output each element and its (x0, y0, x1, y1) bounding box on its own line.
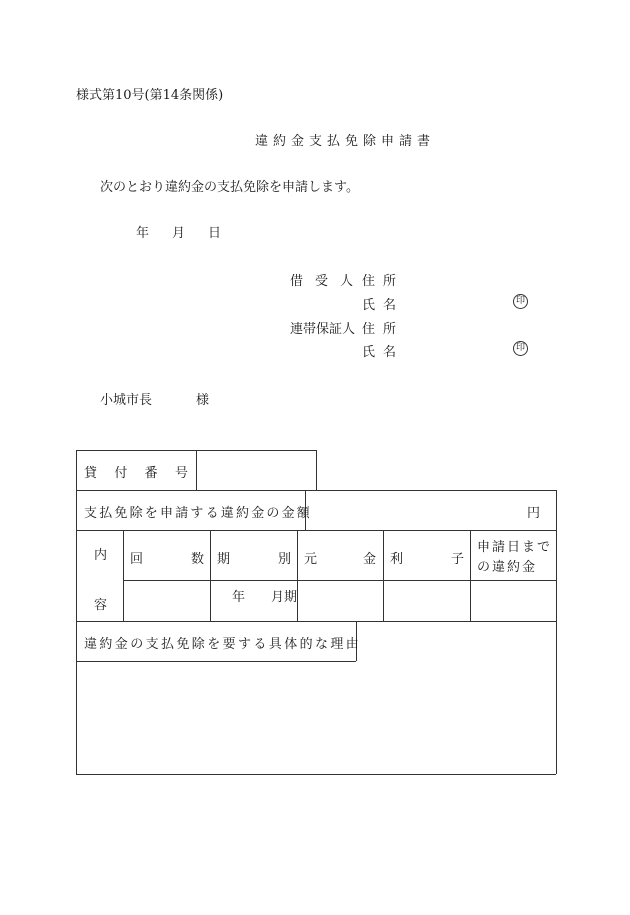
column-principal-header (304, 548, 376, 567)
column-penalty-label-line2: の違約金 (477, 560, 538, 575)
column-term-label (217, 548, 291, 567)
column-count-label (130, 548, 204, 567)
penalty-amount-field[interactable] (310, 493, 520, 527)
loan-number-field[interactable] (200, 453, 312, 487)
label-char: 番 (144, 466, 158, 481)
column-interest-label (390, 548, 464, 567)
column-count-header (130, 548, 204, 567)
header-char: 回 (130, 552, 144, 567)
borrower-seal-icon: 印 (513, 294, 528, 309)
header-char: 数 (190, 552, 204, 567)
term-value-label: 年 月期 (232, 590, 298, 605)
label-char: 号 (174, 466, 188, 481)
column-principal-label (304, 548, 376, 567)
reason-field[interactable] (80, 664, 552, 770)
borrower-label: 借受人 (290, 274, 366, 289)
header-char: 期 (217, 552, 231, 567)
header-char: 別 (277, 552, 291, 567)
intro-text: 次のとおり違約金の支払免除を申請します。 (100, 180, 359, 195)
date-month-label: 月 (172, 226, 186, 241)
reason-label: 違約金の支払免除を要する具体的な理由 (84, 637, 362, 652)
guarantor-seal-icon: 印 (513, 341, 528, 356)
date-year-label: 年 (136, 226, 150, 241)
form-number: 様式第10号(第14条関係) (76, 88, 224, 103)
guarantor-name-label: 氏名 (362, 345, 405, 360)
header-char: 利 (390, 552, 404, 567)
breakdown-label-bottom: 容 (94, 598, 108, 613)
document-title: 違約金支払免除申請書 (255, 134, 436, 149)
borrower-name-label: 氏名 (362, 298, 405, 313)
borrower-address-label: 住所 (362, 274, 405, 289)
addressee-name: 小城市長 (100, 393, 153, 408)
column-interest-header (390, 548, 464, 567)
addressee-honorific: 様 (196, 393, 210, 408)
loan-number-label (84, 462, 188, 481)
guarantor-label: 連帯保証人 (290, 322, 356, 337)
guarantor-address-label: 住所 (362, 322, 405, 337)
header-char: 金 (362, 552, 376, 567)
label-char: 付 (114, 466, 128, 481)
header-char: 子 (450, 552, 464, 567)
column-penalty-label-line1: 申請日まで (477, 540, 553, 555)
yen-unit: 円 (527, 506, 541, 521)
column-penalty-header (477, 538, 552, 578)
header-char: 元 (304, 552, 318, 567)
label-char: 貸 (84, 466, 98, 481)
date-day-label: 日 (208, 226, 222, 241)
column-term-header (217, 548, 291, 567)
breakdown-label-top: 内 (94, 548, 108, 563)
penalty-amount-label: 支払免除を申請する違約金の金額 (84, 506, 313, 521)
